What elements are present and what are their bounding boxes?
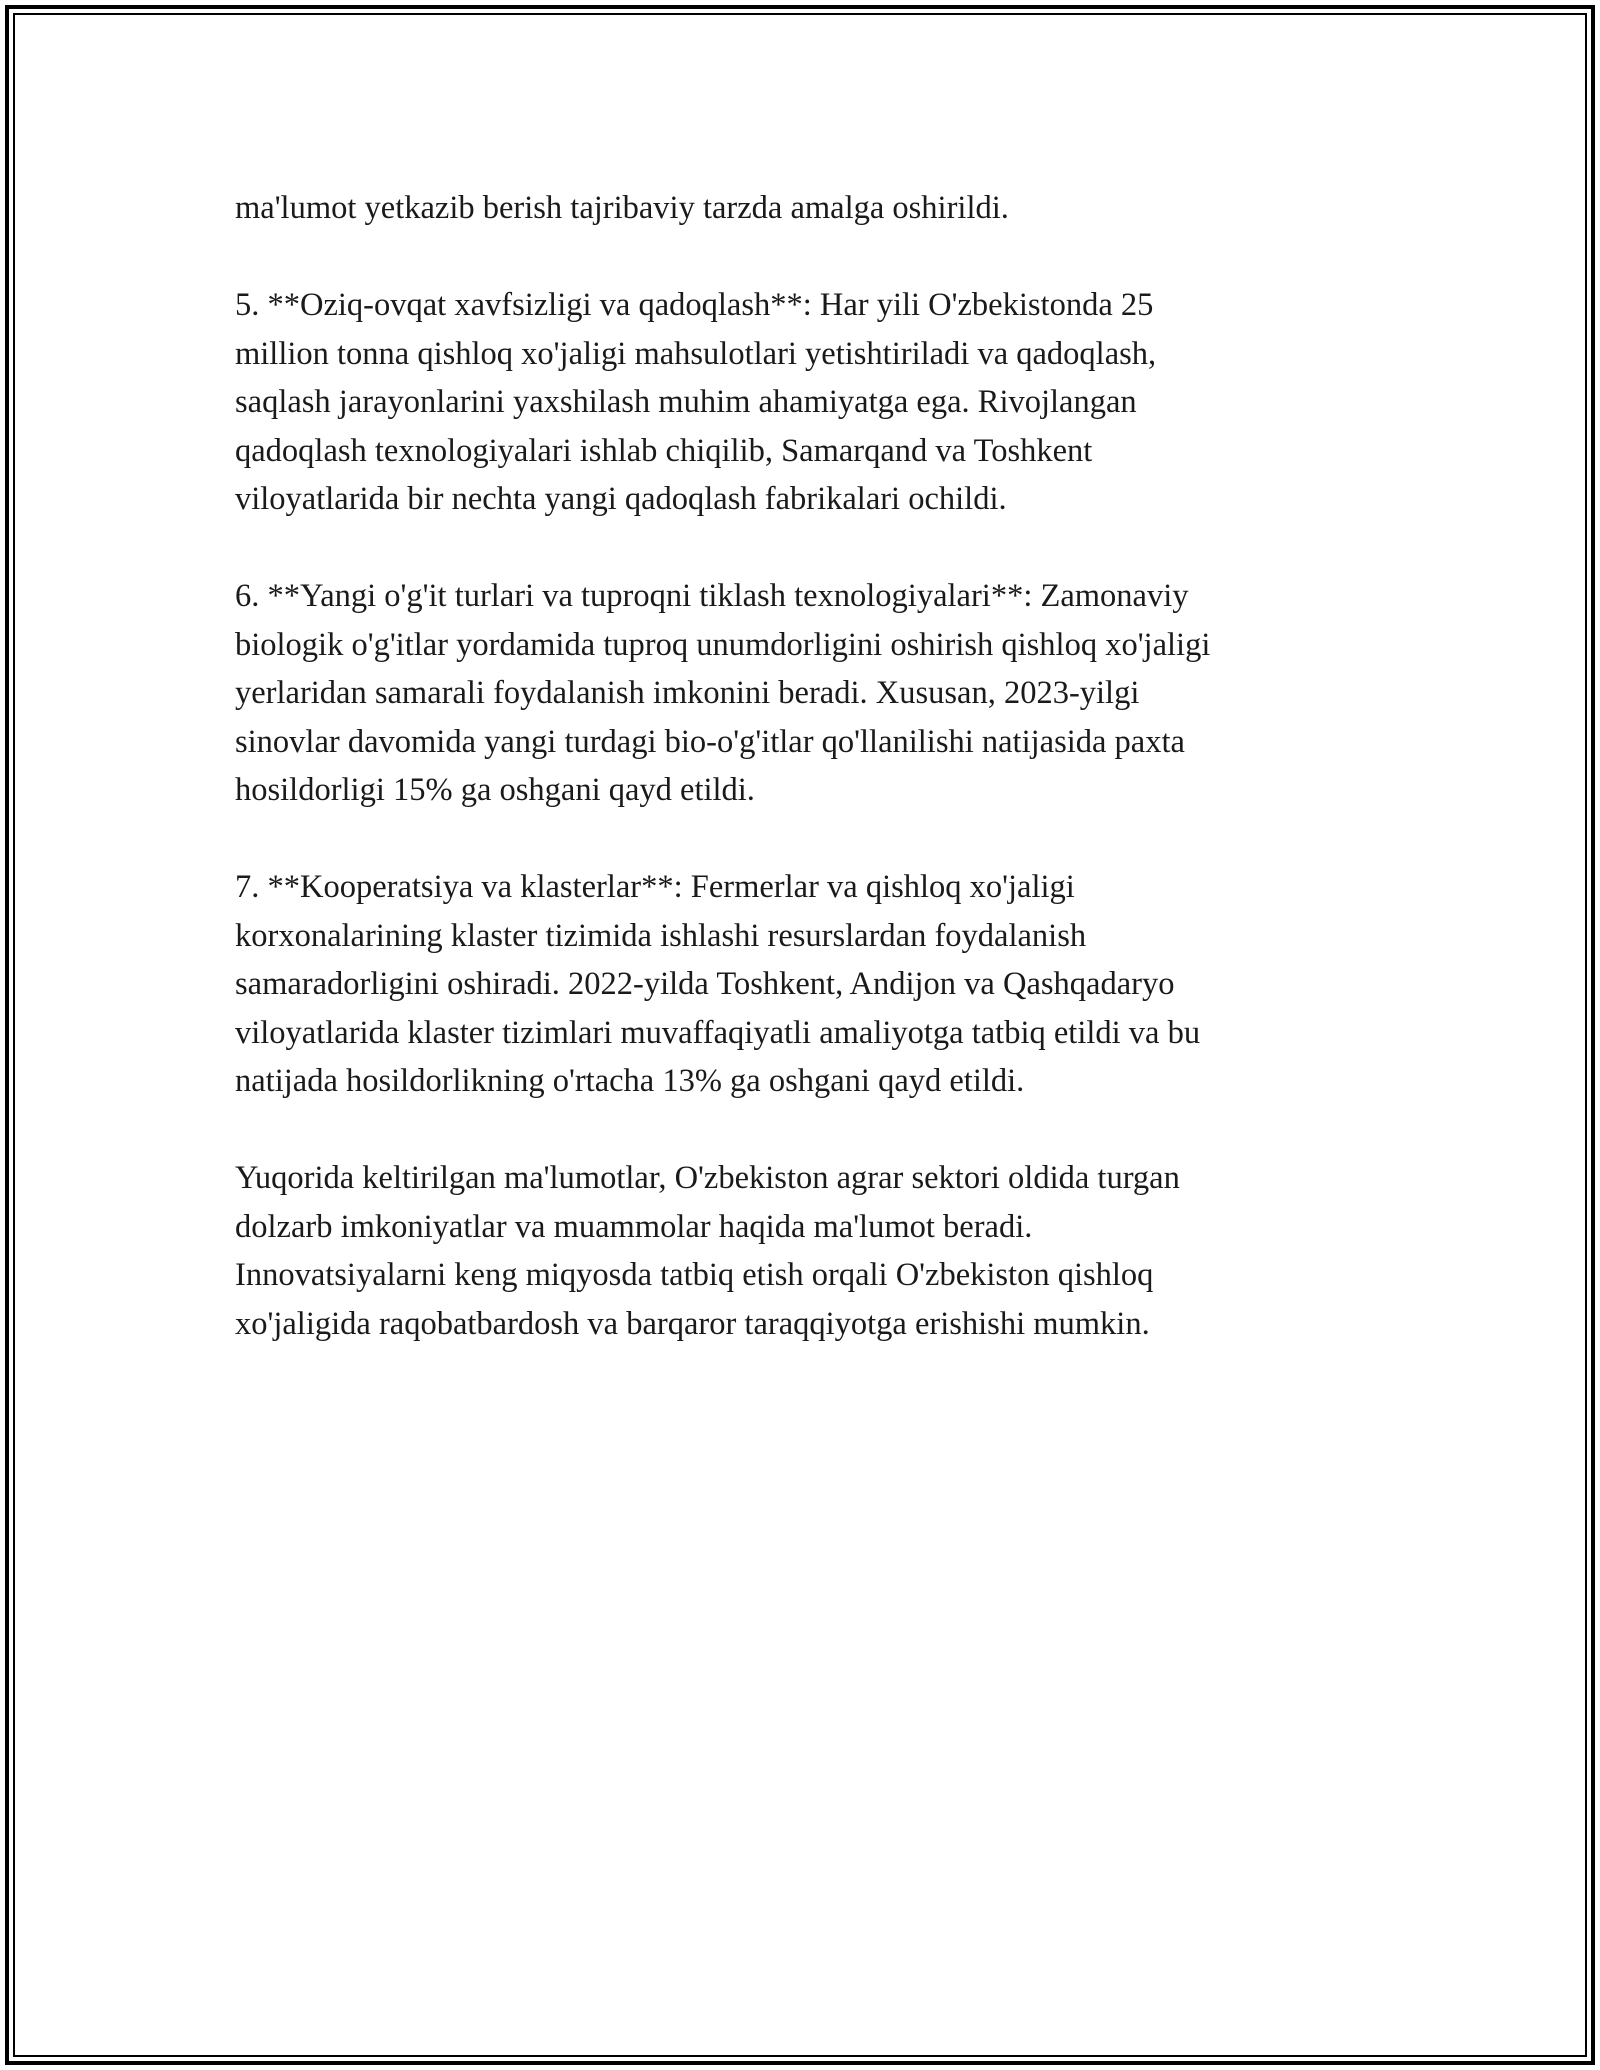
paragraph-item-5: 5. **Oziq-ovqat xavfsizligi va qadoqlash**: Har yili O'zbekistonda 25 million tonna qishloq xo'jaligi mahsulotlari yetishtiriladi va qadoqlash, saqlash jarayonlarini yaxshilash muhim ahamiyatga ega. Rivojlangan qadoqlash texnologiyalari ishlab chiqilib, Samarqand va Toshkent viloyatlarida bir nechta yangi qadoqlash fabrikalari ochildi.	[235, 287, 1157, 517]
paragraph-continuation: ma'lumot yetkazib berish tajribaviy tarzda amalga oshirildi.	[235, 190, 1009, 226]
paragraph-item-6: 6. **Yangi o'g'it turlari va tuproqni tiklash texnologiyalari**: Zamonaviy biologik o'g'itlar yordamida tuproq unumdorligini oshirish qishloq xo'jaligi yerlaridan samarali foydalanish imkonini beradi. Xususan, 2023-yilgi sinovlar davomida yangi turdagi bio-o'g'itlar qo'llanilishi natijasida paxta hosildorligi 15% ga oshgani qayd etildi.	[235, 578, 1211, 808]
paragraph-conclusion: Yuqorida keltirilgan ma'lumotlar, O'zbekiston agrar sektori oldida turgan dolzarb imkoniyatlar va muammolar haqida ma'lumot beradi. Innovatsiyalarni keng miqyosda tatbiq etish orqali O'zbekiston qishloq xo'jaligida raqobatbardosh va barqaror taraqqiyotga erishishi mumkin.	[235, 1160, 1180, 1342]
paragraph-item-7: 7. **Kooperatsiya va klasterlar**: Fermerlar va qishloq xo'jaligi korxonalarining klaster tizimida ishlashi resurslardan foydalanish samaradorligini oshiradi. 2022-yilda Toshkent, Andijon va Qashqadaryo viloyatlarida klaster tizimlari muvaffaqiyatli amaliyotga tatbiq etildi va bu natijada hosildorlikning o'rtacha 13% ga oshgani qayd etildi.	[235, 869, 1201, 1099]
document-body	[235, 184, 1365, 1348]
